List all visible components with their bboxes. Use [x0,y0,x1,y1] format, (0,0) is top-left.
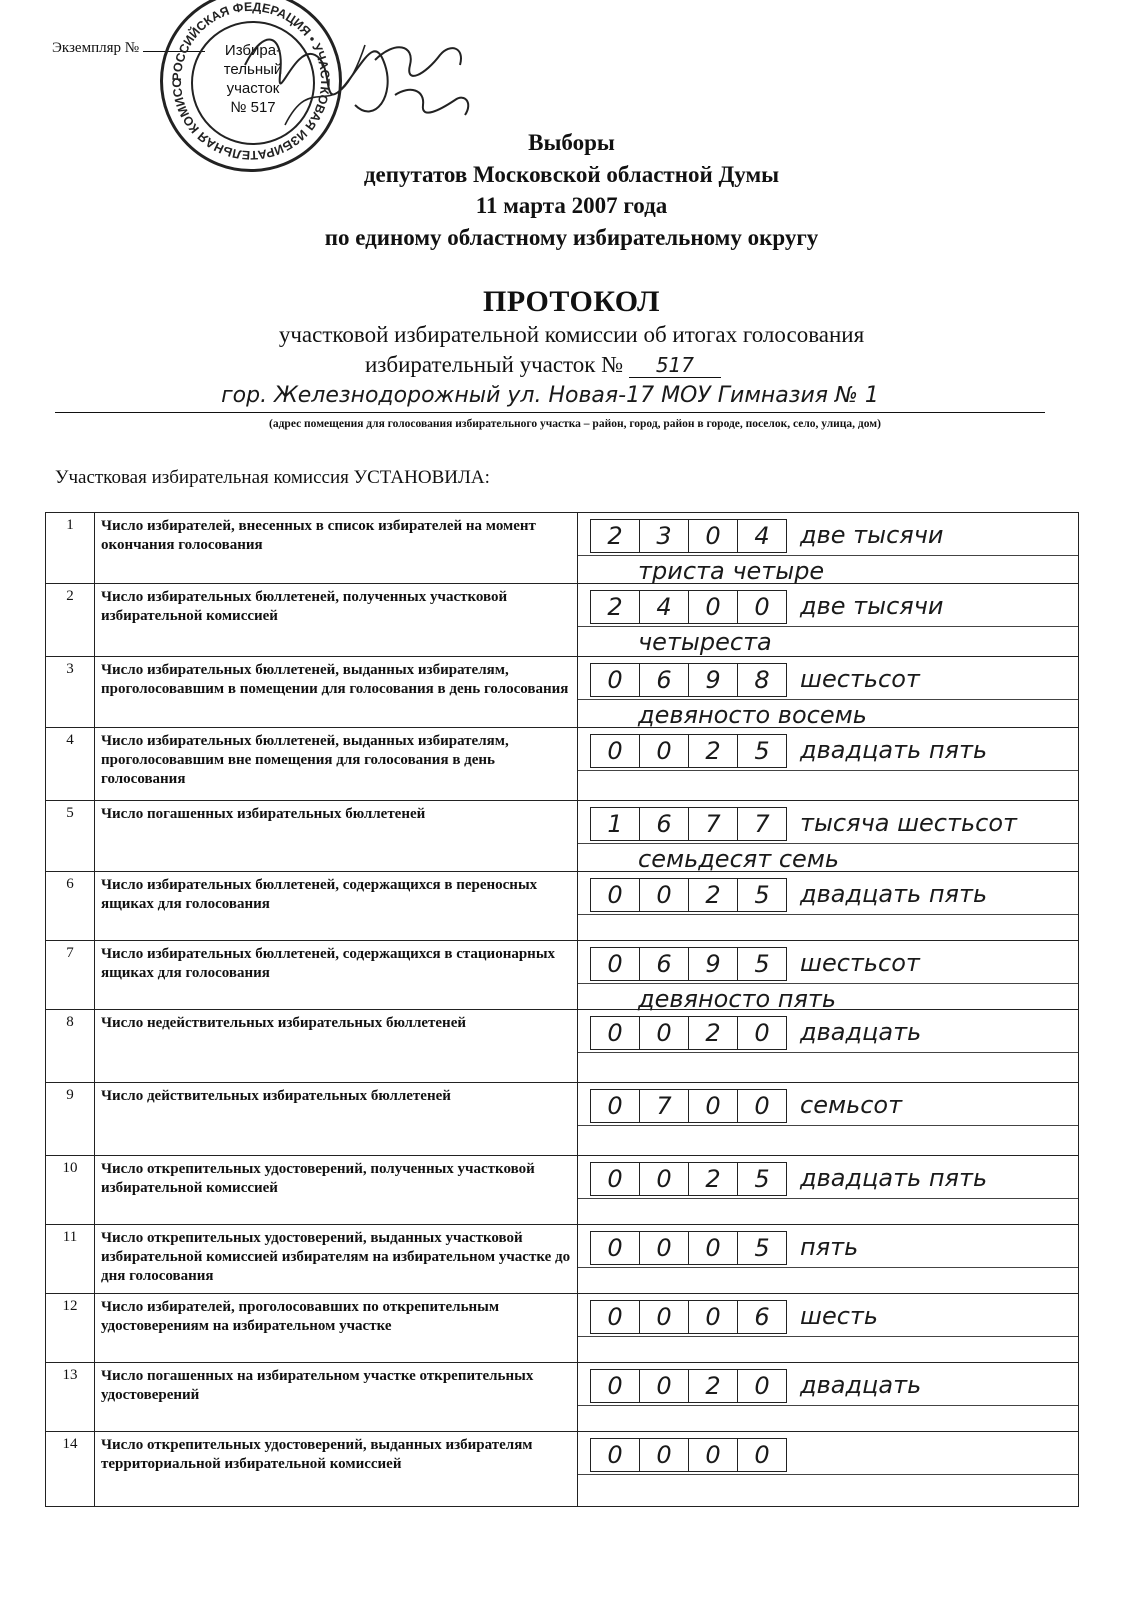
digit-box: 0 [737,1438,787,1472]
digit-box: 0 [590,1016,640,1050]
table-row [46,1156,1079,1225]
row-number: 9 [46,1083,95,1156]
digit-box: 6 [737,1300,787,1334]
row-description: Число избирательных бюллетеней, содержащихся в переносных ящиках для голосования [95,872,578,941]
digit-box: 0 [688,590,738,624]
table-row [46,941,1079,1010]
digit-boxes [590,1016,786,1050]
digit-box: 0 [639,1369,689,1403]
digit-boxes [590,1162,786,1196]
row-answer [578,1294,1079,1363]
row-description: Число избирательных бюллетеней, полученных участковой избирательной комиссией [95,584,578,657]
digit-box: 2 [590,519,640,553]
table-row [46,1363,1079,1432]
row-answer [578,1156,1079,1225]
election-date: 11 марта 2007 года [475,193,668,218]
digit-box: 7 [639,1089,689,1123]
row-description: Число открепительных удостоверений, выданных участковой избирательной комиссией избирателям на избирательном участке до дня голосования [95,1225,578,1294]
digit-box: 3 [639,519,689,553]
precinct-number: 517 [629,353,721,378]
digit-boxes [590,734,786,768]
amount-in-words-continued: девяносто восемь [638,701,867,729]
digit-box: 6 [639,947,689,981]
digit-box: 0 [590,1089,640,1123]
amount-in-words: двадцать [800,1371,922,1399]
row-answer [578,872,1079,941]
table-row [46,657,1079,728]
answer-divider [578,1267,1078,1268]
digit-boxes [590,1438,786,1472]
row-number: 12 [46,1294,95,1363]
polling-address: гор. Железнодорожный ул. Новая-17 МОУ Гимназия № 1 [55,380,1045,413]
seal-center-text: Избира- тельный участок № 517 [223,42,283,116]
digit-box: 2 [688,1162,738,1196]
precinct-line [365,352,721,378]
table-row [46,872,1079,941]
digit-box: 5 [737,878,787,912]
row-description: Число избирателей, проголосовавших по открепительным удостоверениям на избирательном участке [95,1294,578,1363]
digit-box: 0 [639,1300,689,1334]
row-description: Число открепительных удостоверений, полученных участковой избирательной комиссией [95,1156,578,1225]
digit-box: 2 [688,878,738,912]
table-row [46,1225,1079,1294]
digit-box: 2 [590,590,640,624]
row-description: Число открепительных удостоверений, выданных избирателям территориальной избирательной комиссией [95,1432,578,1507]
protocol-title: ПРОТОКОЛ [483,285,660,318]
digit-box: 6 [639,807,689,841]
digit-box: 0 [639,1162,689,1196]
row-answer [578,1083,1079,1156]
row-description: Число погашенных избирательных бюллетеней [95,801,578,872]
answer-divider [578,843,1078,844]
digit-boxes [590,1300,786,1334]
digit-boxes [590,1089,786,1123]
amount-in-words: шестьсот [800,949,920,977]
amount-in-words: семьсот [800,1091,903,1119]
digit-box: 0 [590,1369,640,1403]
row-answer [578,1363,1079,1432]
row-number: 13 [46,1363,95,1432]
seal-ring-text: РОССИЙСКАЯ ФЕДЕРАЦИЯ • УЧАСТКОВАЯ ИЗБИРАТЕЛЬНАЯ КОМИСС [169,0,333,163]
digit-box: 0 [737,1016,787,1050]
digit-boxes [590,1369,786,1403]
digit-boxes [590,519,786,553]
amount-in-words: двадцать пять [800,1164,988,1192]
answer-divider [578,983,1078,984]
answer-divider [578,555,1078,556]
row-number: 2 [46,584,95,657]
digit-boxes [590,807,786,841]
digit-box: 7 [737,807,787,841]
row-answer [578,801,1079,872]
row-number: 7 [46,941,95,1010]
copy-label: Экземпляр № [52,40,140,56]
digit-box: 0 [688,1438,738,1472]
row-answer [578,1010,1079,1083]
protocol-table [45,512,1079,1507]
row-description: Число избирателей, внесенных в список избирателей на момент окончания голосования [95,513,578,584]
row-answer [578,513,1079,584]
amount-in-words: шесть [800,1302,879,1330]
digit-box: 5 [737,1162,787,1196]
row-answer [578,657,1079,728]
row-answer [578,1432,1079,1507]
row-number: 8 [46,1010,95,1083]
election-body: депутатов Московской областной Думы [363,162,780,187]
answer-divider [578,770,1078,771]
digit-box: 8 [737,663,787,697]
digit-box: 0 [737,1369,787,1403]
amount-in-words: две тысячи [800,592,944,620]
row-answer [578,584,1079,657]
amount-in-words: шестьсот [800,665,920,693]
row-number: 14 [46,1432,95,1507]
table-row [46,584,1079,657]
digit-box: 0 [688,1089,738,1123]
digit-box: 1 [590,807,640,841]
answer-divider [578,1405,1078,1406]
digit-box: 0 [639,1438,689,1472]
answer-divider [578,1198,1078,1199]
row-description: Число действительных избирательных бюллетеней [95,1083,578,1156]
row-number: 1 [46,513,95,584]
table-row [46,1083,1079,1156]
digit-box: 4 [737,519,787,553]
digit-box: 0 [737,1089,787,1123]
row-answer [578,1225,1079,1294]
digit-box: 2 [688,1016,738,1050]
address-caption: (адрес помещения для голосования избирательного участка – район, город, район в городе, поселок, село, улица, дом) [269,418,881,430]
answer-divider [578,1125,1078,1126]
digit-boxes [590,1231,786,1265]
row-description: Число избирательных бюллетеней, содержащихся в стационарных ящиках для голосования [95,941,578,1010]
row-answer [578,941,1079,1013]
amount-in-words-continued: семьдесят семь [638,845,840,873]
row-answer [578,728,1079,801]
digit-box: 0 [688,519,738,553]
digit-boxes [590,947,786,981]
row-number: 5 [46,801,95,872]
digit-box: 0 [590,947,640,981]
digit-box: 0 [590,878,640,912]
row-number: 6 [46,872,95,941]
amount-in-words-continued: триста четыре [638,557,825,585]
digit-box: 0 [590,1231,640,1265]
digit-box: 2 [688,1369,738,1403]
digit-box: 5 [737,947,787,981]
digit-box: 0 [590,1438,640,1472]
table-row [46,1294,1079,1363]
row-number: 3 [46,657,95,728]
election-district: по единому областному избирательному округу [324,225,819,250]
digit-box: 0 [688,1300,738,1334]
amount-in-words: двадцать пять [800,880,988,908]
row-description: Число погашенных на избирательном участке открепительных удостоверений [95,1363,578,1432]
amount-in-words: двадцать [800,1018,922,1046]
digit-boxes [590,590,786,624]
answer-divider [578,699,1078,700]
row-description: Число недействительных избирательных бюллетеней [95,1010,578,1083]
established-heading: Участковая избирательная комиссия УСТАНОВИЛА: [55,467,490,488]
answer-divider [578,1052,1078,1053]
digit-box: 5 [737,734,787,768]
digit-box: 0 [737,590,787,624]
digit-box: 0 [639,734,689,768]
table-row [46,801,1079,872]
digit-box: 0 [590,1162,640,1196]
digit-boxes [590,878,786,912]
table-row [46,513,1079,584]
precinct-label: избирательный участок № [365,352,624,377]
amount-in-words: двадцать пять [800,736,988,764]
digit-box: 0 [639,1231,689,1265]
row-number: 11 [46,1225,95,1294]
digit-box: 7 [688,807,738,841]
amount-in-words-continued: девяносто пять [638,985,837,1013]
digit-box: 4 [639,590,689,624]
answer-divider [578,1474,1078,1475]
digit-box: 0 [688,1231,738,1265]
table-row [46,1432,1079,1507]
row-description: Число избирательных бюллетеней, выданных избирателям, проголосовавшим в помещении для голосования в день голосования [95,657,578,728]
table-row [46,1010,1079,1083]
digit-box: 2 [688,734,738,768]
digit-box: 5 [737,1231,787,1265]
digit-box: 0 [639,1016,689,1050]
digit-boxes [590,663,786,697]
digit-box: 0 [590,1300,640,1334]
digit-box: 6 [639,663,689,697]
amount-in-words: две тысячи [800,521,944,549]
election-title: Выборы [528,130,615,155]
digit-box: 9 [688,663,738,697]
row-number: 10 [46,1156,95,1225]
answer-divider [578,1336,1078,1337]
digit-box: 9 [688,947,738,981]
amount-in-words: пять [800,1233,859,1261]
amount-in-words-continued: четыреста [638,628,772,656]
digit-box: 0 [639,878,689,912]
answer-divider [578,626,1078,627]
row-description: Число избирательных бюллетеней, выданных избирателям, проголосовавшим вне помещения для голосования в день голосования [95,728,578,801]
digit-box: 0 [590,734,640,768]
table-row [46,728,1079,801]
protocol-subtitle: участковой избирательной комиссии об итогах голосования [278,322,865,347]
row-number: 4 [46,728,95,801]
answer-divider [578,914,1078,915]
digit-box: 0 [590,663,640,697]
amount-in-words: тысяча шестьсот [800,809,1017,837]
